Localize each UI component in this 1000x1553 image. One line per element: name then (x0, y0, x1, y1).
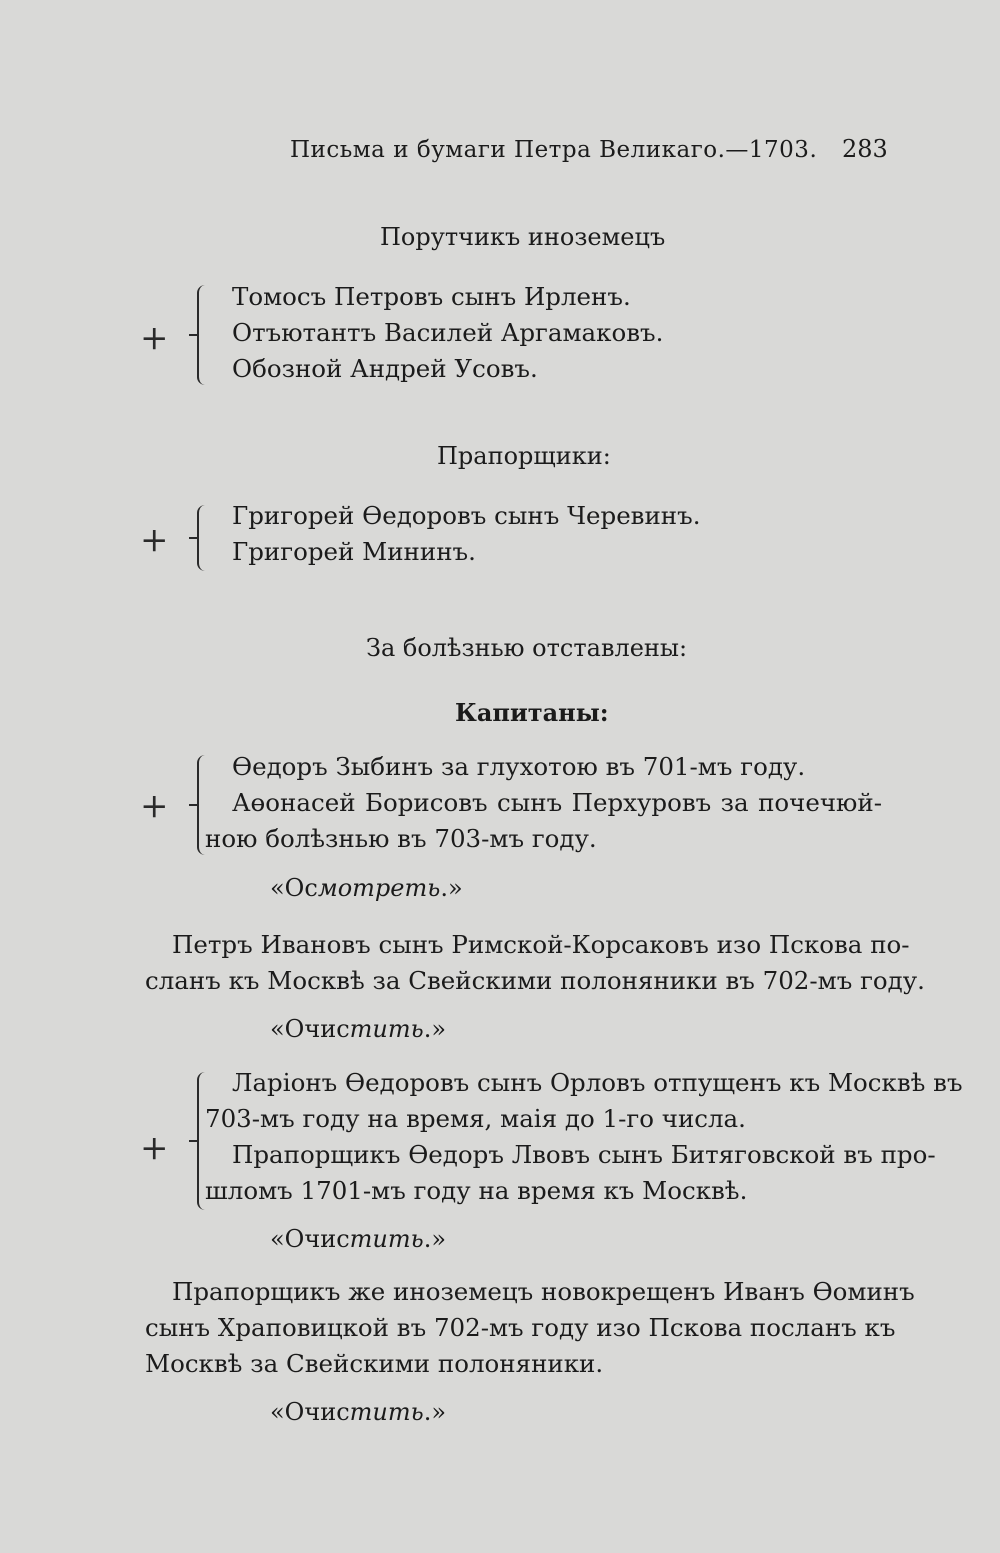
entry-line: ною болѣзнью въ 703-мъ году. (205, 824, 597, 853)
paragraph-line: Петръ Ивановъ сынъ Римской-Корсаковъ изо Пскова по- (172, 930, 910, 959)
resolution-ochistit: «Очистить.» (270, 1398, 447, 1426)
paragraph-line: Москвѣ за Свейскими полоняники. (145, 1349, 604, 1378)
section-subheading-captains: Капитаны: (455, 698, 609, 727)
name-line: Отъютантъ Василей Аргамаковъ. (232, 318, 664, 347)
entry-line: Өедоръ Зыбинъ за глухотою въ 701-мъ году. (232, 752, 806, 781)
resolution-ochistit: «Очистить.» (270, 1225, 447, 1253)
brace-praporshchiki (197, 505, 209, 571)
paragraph-line: сланъ къ Москвѣ за Свейскими полоняники въ 702-мъ году. (145, 966, 925, 995)
name-line: Григорей Өедоровъ сынъ Черевинъ. (232, 501, 701, 530)
entry-line: 703-мъ году на время, маія до 1-го числа. (205, 1104, 746, 1133)
cross-mark-retired: + (140, 786, 169, 826)
cross-mark-praporshchiki: + (140, 520, 169, 560)
entry-line: Прапорщикъ Өедоръ Лвовъ сынъ Битяговской въ про- (232, 1140, 936, 1169)
section-heading-retired: За болѣзнью отставлены: (366, 634, 688, 662)
paragraph-line: сынъ Храповицкой въ 702-мъ году изо Пскова посланъ къ (145, 1313, 896, 1342)
brace-porutchik (197, 285, 209, 385)
entry-line: Аөонасей Борисовъ сынъ Перхуровъ за почечюй- (232, 788, 882, 817)
cross-mark-porutchik: + (140, 318, 169, 358)
name-line: Томосъ Петровъ сынъ Ирленъ. (232, 282, 631, 311)
name-line: Григорей Мининъ. (232, 537, 476, 566)
page-number: 283 (842, 135, 888, 163)
cross-mark-released: + (140, 1128, 169, 1168)
entry-line: Ларіонъ Өедоровъ сынъ Орловъ отпущенъ къ Москвѣ въ (232, 1068, 963, 1097)
section-heading-porutchik: Порутчикъ иноземецъ (380, 223, 666, 251)
name-line: Обозной Андрей Усовъ. (232, 354, 538, 383)
resolution-ochistit: «Очистить.» (270, 1015, 447, 1043)
entry-line: шломъ 1701-мъ году на время къ Москвѣ. (205, 1176, 748, 1205)
section-heading-praporshchiki: Прапорщики: (437, 442, 611, 470)
running-header: Письма и бумаги Петра Великаго.—1703. (290, 137, 818, 163)
paragraph-line: Прапорщикъ же иноземецъ новокрещенъ Иванъ Өоминъ (172, 1277, 915, 1306)
resolution-osmotret: «Осмотреть.» (270, 874, 463, 902)
